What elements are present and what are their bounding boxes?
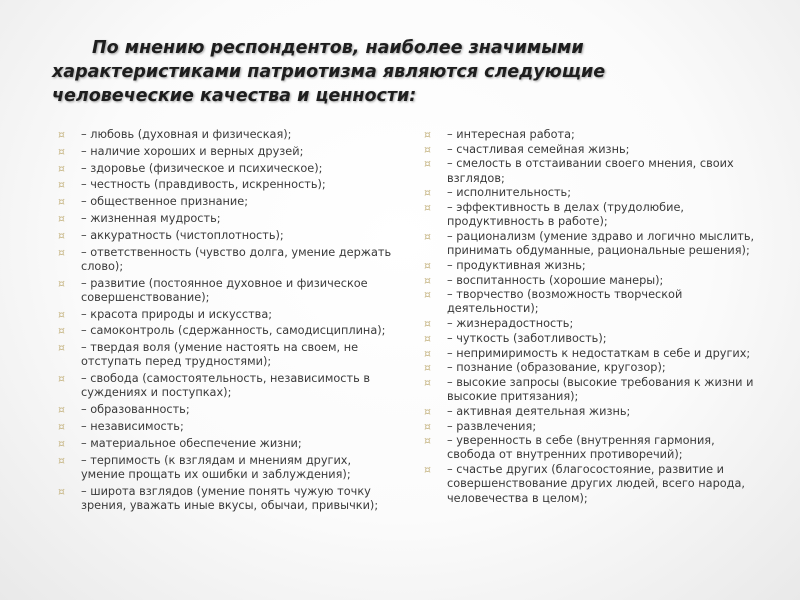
bullet-icon: ¤ (58, 161, 65, 175)
bullet-icon: ¤ (424, 346, 431, 360)
list-item (424, 420, 764, 434)
list-item (424, 332, 764, 346)
bullet-icon: ¤ (424, 434, 431, 448)
list-item (424, 405, 764, 419)
list-item (58, 212, 398, 226)
list-item-text: – ответственность (чувство долга, умение держать слово); (81, 245, 392, 273)
list-item (424, 274, 764, 288)
list-item-text: – чуткость (заботливость); (447, 331, 607, 345)
bullet-icon: ¤ (424, 128, 431, 141)
bullet-icon: ¤ (424, 419, 431, 433)
list-item-text: – творчество (возможность творческой деятельности); (447, 288, 683, 316)
list-item (58, 178, 398, 192)
list-item-text: – эффективность в делах (трудолюбие, продуктивность в работе); (447, 201, 685, 229)
list-item-text: – воспитанность (хорошие манеры); (447, 273, 664, 287)
bullet-icon: ¤ (58, 195, 65, 209)
list-item (424, 347, 764, 361)
bullet-icon: ¤ (58, 484, 65, 498)
bullet-icon: ¤ (58, 178, 65, 192)
list-item-text: – образованность; (81, 403, 190, 417)
list-item-text: – интересная работа; (447, 128, 575, 141)
list-item (424, 201, 764, 229)
list-item (58, 145, 398, 159)
list-item-text: – свобода (самостоятельность, независимость в суждениях и поступках); (81, 372, 370, 400)
bullet-icon: ¤ (424, 463, 431, 477)
list-item-text: – наличие хороших и верных друзей; (81, 144, 304, 158)
list-item (424, 259, 764, 273)
list-item (424, 376, 764, 404)
list-item (58, 485, 398, 513)
list-item-text: – рационализм (умение здраво и логично мыслить, принимать обдуманные, рациональные решения); (447, 229, 755, 258)
bullet-icon: ¤ (58, 276, 65, 290)
bullet-icon: ¤ (424, 317, 431, 331)
list-item-text: – независимость; (81, 419, 184, 433)
list-item-text: – исполнительность; (447, 186, 572, 200)
bullet-icon: ¤ (424, 142, 431, 156)
list-item-text: – смелость в отстаивании своего мнения, своих взглядов; (447, 157, 734, 185)
bullet-icon: ¤ (58, 341, 65, 355)
left-values-list (58, 128, 398, 516)
bullet-icon: ¤ (424, 288, 431, 302)
bullet-icon: ¤ (424, 157, 431, 171)
list-item-text: – познание (образование, кругозор); (447, 361, 666, 375)
list-item (424, 157, 764, 185)
bullet-icon: ¤ (424, 361, 431, 375)
slide-title: По мнению респондентов, наиболее значимыми характеристиками патриотизма являются следующие человеческие качества и ценности: (52, 38, 606, 106)
list-item (58, 277, 398, 305)
list-item-text: – широта взглядов (умение понять чужую точку зрения, уважать иные вкусы, обычаи, привычки); (81, 484, 379, 512)
list-item-text: – продуктивная жизнь; (447, 258, 586, 272)
bullet-icon: ¤ (58, 324, 65, 338)
list-item-text: – терпимость (к взглядам и мнениям других, умение прощать их ошибки и заблуждения); (81, 453, 352, 481)
list-item-text: – здоровье (физическое и психическое); (81, 161, 323, 175)
bullet-icon: ¤ (424, 273, 431, 287)
bullet-icon: ¤ (58, 453, 65, 467)
bullet-icon: ¤ (424, 375, 431, 389)
list-item (58, 162, 398, 176)
bullet-icon: ¤ (58, 228, 65, 242)
bullet-icon: ¤ (424, 229, 431, 243)
bullet-icon: ¤ (58, 436, 65, 450)
list-item-text: – красота природы и искусства; (81, 307, 273, 321)
list-item-text: – развитие (постоянное духовное и физическое совершенствование); (81, 276, 368, 304)
list-item (424, 128, 764, 142)
list-item-text: – счастливая семейная жизнь; (447, 142, 630, 156)
list-item-text: – честность (правдивость, искренность); (81, 178, 326, 192)
bullet-icon: ¤ (424, 186, 431, 200)
list-item-text: – непримиримость к недостаткам в себе и других; (447, 346, 751, 360)
right-values-list (424, 128, 764, 506)
list-item-text: – материальное обеспечение жизни; (81, 436, 302, 450)
bullet-icon: ¤ (58, 245, 65, 259)
list-item-text: – жизнерадостность; (447, 317, 574, 331)
list-item-text: – твердая воля (умение настоять на своем, не отступать перед трудностями); (81, 341, 359, 369)
list-item (58, 437, 398, 451)
list-item (424, 434, 764, 462)
bullet-icon: ¤ (58, 419, 65, 433)
list-item (58, 195, 398, 209)
list-item-text: – счастье других (благосостояние, развитие и совершенствование других людей, всего народа, человечества в целом); (447, 463, 745, 505)
list-item (424, 463, 764, 506)
list-item (58, 308, 398, 322)
list-item-text: – аккуратность (чистоплотность); (81, 228, 284, 242)
list-item (58, 246, 398, 274)
list-item (58, 229, 398, 243)
bullet-icon: ¤ (424, 404, 431, 418)
bullet-icon: ¤ (424, 331, 431, 345)
list-item (58, 403, 398, 417)
list-item (58, 420, 398, 434)
list-item-text: – общественное признание; (81, 195, 249, 209)
list-item (58, 341, 398, 369)
bullet-icon: ¤ (424, 201, 431, 215)
bullet-icon: ¤ (58, 307, 65, 321)
list-item (58, 372, 398, 400)
list-item (424, 361, 764, 375)
list-item-text: – самоконтроль (сдержанность, самодисциплина); (81, 324, 386, 338)
list-item-text: – развлечения; (447, 419, 537, 433)
list-item-text: – уверенность в себе (внутренняя гармония, свобода от внутренних противоречий); (447, 434, 715, 462)
list-item (58, 454, 398, 482)
list-item (424, 186, 764, 200)
list-item-text: – активная деятельная жизнь; (447, 404, 631, 418)
bullet-icon: ¤ (58, 403, 65, 417)
list-item (58, 324, 398, 338)
list-item-text: – жизненная мудрость; (81, 211, 221, 225)
bullet-icon: ¤ (58, 128, 65, 141)
list-item (424, 317, 764, 331)
list-item (424, 230, 764, 258)
list-item-text: – любовь (духовная и физическая); (81, 128, 292, 141)
bullet-icon: ¤ (58, 144, 65, 158)
list-item (424, 143, 764, 157)
bullet-icon: ¤ (424, 258, 431, 272)
bullet-icon: ¤ (58, 372, 65, 386)
list-item (424, 288, 764, 316)
bullet-icon: ¤ (58, 211, 65, 225)
list-item (58, 128, 398, 142)
list-item-text: – высокие запросы (высокие требования к жизни и высокие притязания); (447, 375, 754, 404)
